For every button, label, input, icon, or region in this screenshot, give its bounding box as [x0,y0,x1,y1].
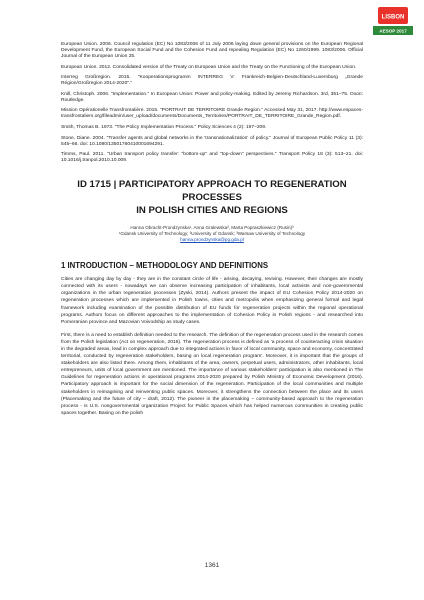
body-paragraph: First, there is a need to establish definition needed to the research. The definition of the regeneration process used in the research comes from the Polish legislation (Act on regeneration, 2015). The regeneration process is defined as 'a process of counteracting crisis situation in the degraded areas, lead in complex approach due to integrated actions in favor of local community, space and economy, concentrated territorial, conducted by regeneration stakeholders, basing on local regeneration program'. Moreover, it is important that the groups of stakeholders are also listed there. Among them, inhabitants of the area, owners, perpetual users, administrators, other inhabitants, local entrepreneurs, units of local government are mentioned. The importance of various stakeholders' participation is also mentioned in The Guidelines for regeneration actions in operational programs 2014-2020 prepared by Polish Ministry of Economic Development (2016). Participatory approach is important for the social dimension of the regeneration. Participation of the local communities and multiple stakeholders in reimagining and reinventing public spaces. Moreover, it strengthens the connection between the place and its users (Placemaking and the future of city – draft, 2012). The pioneer in the placemaking – community-based approach to the regeneration process - is U.S. nongovernmental organization Project for Public Spaces which has helped numerous communities in creating public spaces together. Basing on the polish [61,332,363,416]
paper-title-line: IN POLISH CITIES AND REGIONS [136,205,288,217]
paper-title-line: ID 1715 | PARTICIPATORY APPROACH TO REGENERATION PROCESSES [77,179,347,204]
reference-item: European Union. 2012. Consolidated version of the Treaty on European Union and the Treaty on the Functioning of the European Union. [61,64,357,70]
page-content [61,42,363,423]
page-number: 1361 [204,562,220,569]
reference-item: Timms, Paul. 2011. "Urban transport policy transfer: "bottom-up" and "top-down" perspectives." Transport Policy 18 (3): 513–21. doi: 10.1016/j.tranpol.2010.10.009. [61,152,363,164]
author-names: Hanna Obracht-Prondzynska¹, Anna Gralewska², Marta Popraszkiewicz (Rusin)³ [130,225,294,231]
reference-item: Knill, Christoph. 2006. "Implementation." In European Union: Power and policy-making. Edited by Jeremy Richardson. 3rd, 351–75. Oxon: Routledge. [61,91,363,103]
reference-item: Stone, Diane. 2004. "Transfer agents and global networks in the 'transnationalization' of policy." Journal of European Public Policy 11 (3): 545–66. doi: 10.1080/13501760410001694291. [61,135,363,147]
reference-item: Interreg Großregion. 2015. "Kooperationsprogramm INTERREG V: Frankreich-Belgien-Deutschland-Luxemburg „Grande Région/Großregion 2014-2020"." [61,75,363,87]
body-paragraph: Cities are changing day by day - they are in the constant circle of life - arising, decaying, reviving. However, their changes are mostly connected with its users - nowadays we can observe increasing participation of inhabitants, local activists and non-governmental organizations in the urban regeneration processes (Zyski, 2014). Authors present the impact of EU Cohesion Policy 2014-2020 on regeneration processes which are implemented in Polish towns, cities and metropolis when emphasizing general formal and legal framework including examination of the possible distribution of EU funds for regeneration projects within the regional operational programs. Authors focus on different approaches to the implementation of Cohesion Policy in Polish regions - and researched into Pomeranian province and Mazovian Voivodship as study cases. [61,277,363,325]
conference-logo [370,5,416,37]
logo-subtitle: AESOP 2017 [379,28,407,34]
section-heading: 1 INTRODUCTION – METHODOLOGY AND DEFINITIONS [61,261,269,271]
reference-item: Mission Opérationelle Transfrontalière. 2015. "PORTRAIT DE TERRITOIRE Grande Region." Accessed May 31, 2017. http://www.espaces-transfrontaliers.org/fileadmin/user_upload/documents/Documents_Territoires/PORTRAIT_DE_TERRITOIRE_Grande_Region.pdf. [61,108,363,120]
author-block [61,225,363,243]
author-email-link[interactable]: hanna.prondzynska@pg.gda.pl [180,237,244,243]
paper-title [61,178,363,217]
reference-list [61,42,363,164]
logo-title: LISBON [381,14,405,21]
reference-item: European Union. 2006. Council regulation (EC) No 1083/2006 of 11 July 2006 laying down general provisions on the European Regional Development Fund, the European Social Fund and the Cohesion Fund and repealing Regulation (EC) No 1260/1999. 1083/2006. Official Journal of the European Union 25. [61,42,363,59]
author-affiliations: ¹Gdansk University of Technology; ²University of Gdansk; ³Warsaw University of Technology [118,231,306,237]
reference-item: Smith, Thomas B. 1973. "The Policy Implementation Process." Policy Sciences 4 (2): 197–209. [61,124,267,130]
